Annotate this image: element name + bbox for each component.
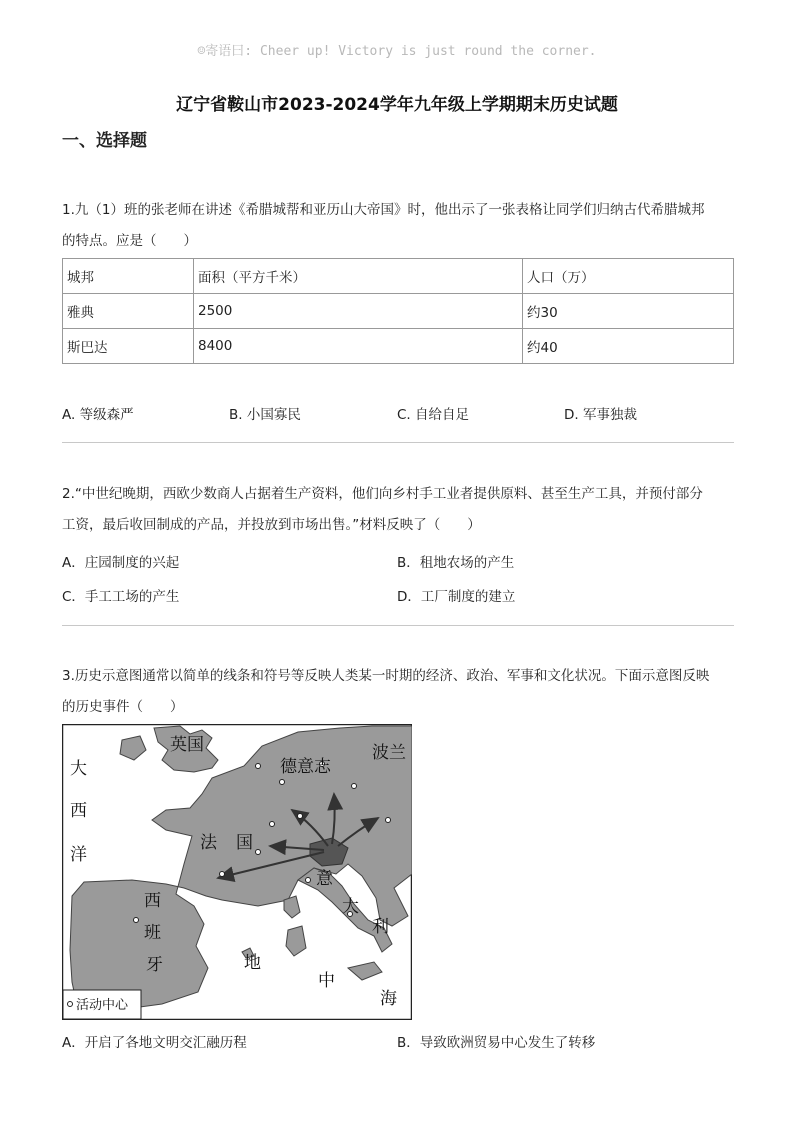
q1-option-c[interactable]: C. 自给自足	[397, 407, 470, 423]
table-cell: 2500	[194, 294, 523, 329]
question-3-stem	[62, 661, 734, 723]
table-cell: 约30	[523, 294, 734, 329]
label-spain-1: 西	[144, 891, 161, 911]
table-cell: 雅典	[63, 294, 194, 329]
label-atlantic-2: 西	[70, 801, 87, 821]
q2-option-c[interactable]: C．手工工场的产生	[62, 589, 180, 605]
map-legend-label: 活动中心	[76, 998, 129, 1013]
label-poland: 波兰	[372, 743, 406, 763]
table-header: 面积（平方千米）	[194, 259, 523, 294]
label-italy-1: 意	[316, 869, 333, 889]
section-heading: 一、选择题	[62, 131, 147, 151]
label-spain-3: 牙	[146, 955, 163, 975]
page-title: 辽宁省鞍山市2023-2024学年九年级上学期期末历史试题	[176, 95, 618, 115]
label-med-1: 地	[244, 953, 261, 973]
question-2-stem	[62, 479, 734, 541]
label-italy-2: 大	[342, 897, 359, 917]
question-1-stem	[62, 195, 734, 257]
q2-option-a[interactable]: A．庄园制度的兴起	[62, 555, 180, 571]
divider	[62, 442, 734, 443]
table-cell: 斯巴达	[63, 329, 194, 364]
table-header: 城邦	[63, 259, 194, 294]
label-med-2: 中	[318, 971, 335, 991]
table-header: 人口（万）	[523, 259, 734, 294]
q2-option-b[interactable]: B．租地农场的产生	[397, 555, 515, 571]
label-france-2: 国	[236, 833, 253, 853]
q1-option-b[interactable]: B. 小国寡民	[229, 407, 301, 423]
question-1-line-1: 1.九（1）班的张老师在讲述《希腊城帮和亚历山大帝国》时，他出示了一张表格让同学们归纳古代希腊城邦	[62, 202, 705, 218]
label-germany: 德意志	[280, 757, 331, 777]
table-row	[63, 329, 734, 364]
label-france-1: 法	[200, 833, 217, 853]
q3-option-b[interactable]: B．导致欧洲贸易中心发生了转移	[397, 1035, 596, 1051]
question-1-line-2: 的特点。应是（ ）	[62, 233, 197, 249]
legend-dot-icon	[68, 1002, 73, 1007]
label-atlantic-1: 大	[70, 759, 87, 779]
table-row	[63, 294, 734, 329]
label-spain-2: 班	[144, 923, 161, 943]
q1-option-d[interactable]: D. 军事独裁	[564, 407, 637, 423]
question-3-line-2: 的历史事件（ ）	[62, 699, 184, 715]
q1-option-a[interactable]: A. 等级森严	[62, 407, 134, 423]
question-2-line-2: 工资，最后收回制成的产品，并投放到市场出售。”材料反映了（ ）	[62, 517, 481, 533]
table-cell: 约40	[523, 329, 734, 364]
question-2-line-1: 2.“中世纪晚期，西欧少数商人占据着生产资料，他们向乡村手工业者提供原料、甚至生产工具，并预付部分	[62, 486, 703, 502]
table-cell: 8400	[194, 329, 523, 364]
label-italy-3: 利	[372, 917, 389, 937]
q2-option-d[interactable]: D．工厂制度的建立	[397, 589, 516, 605]
divider	[62, 625, 734, 626]
label-atlantic-3: 洋	[70, 845, 87, 865]
label-med-3: 海	[380, 989, 397, 1009]
question-3-line-1: 3.历史示意图通常以简单的线条和符号等反映人类某一时期的经济、政治、军事和文化状况。下面示意图反映	[62, 668, 710, 684]
city-state-table	[62, 258, 734, 364]
q3-option-a[interactable]: A．开启了各地文明交汇融历程	[62, 1035, 247, 1051]
historical-map	[62, 724, 412, 1020]
label-england: 英国	[170, 735, 204, 755]
table-header-row	[63, 259, 734, 294]
watermark: ☺寄语曰: Cheer up! Victory is just round the corner.	[197, 44, 597, 59]
